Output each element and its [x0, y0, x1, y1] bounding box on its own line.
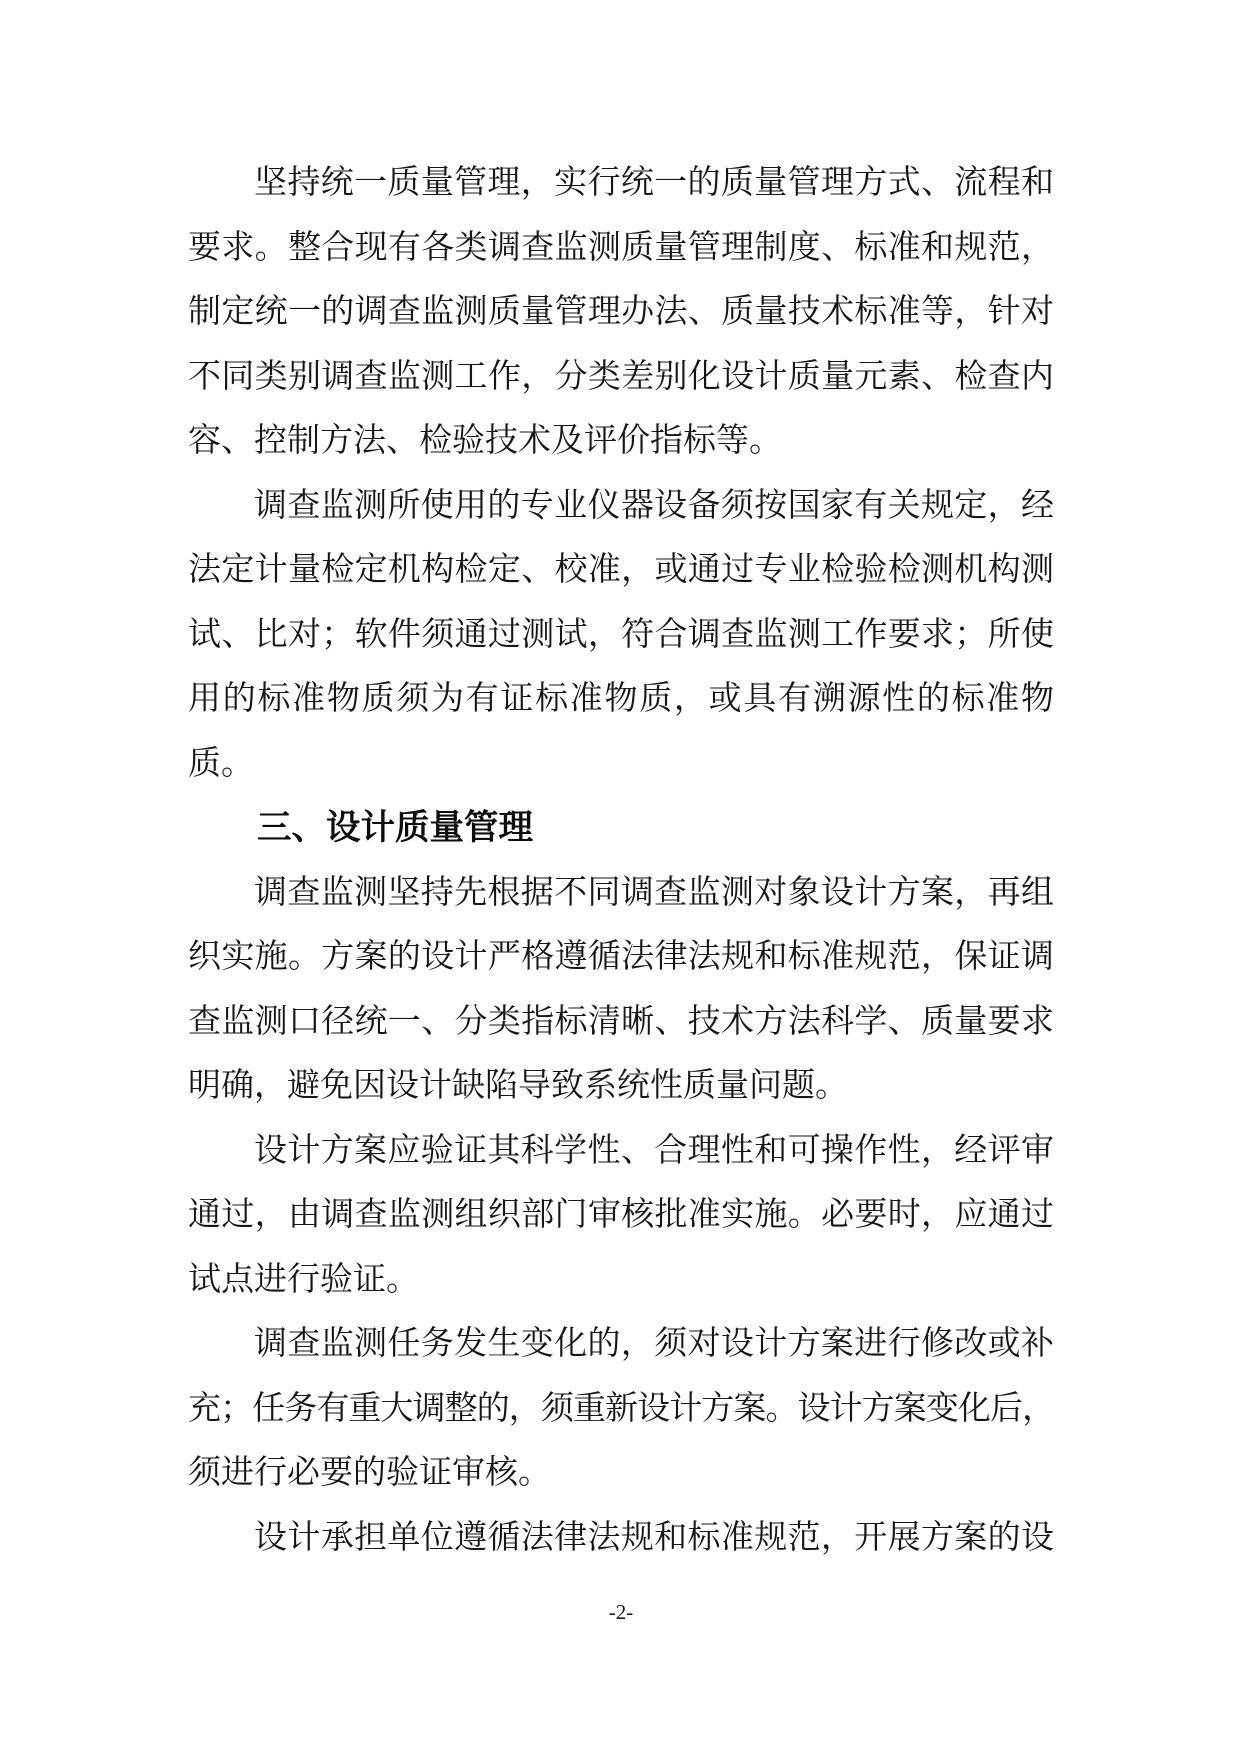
text-line: 制定统一的调查监测质量管理办法、质量技术标准等，针对 [188, 294, 1054, 330]
section-heading: 三、设计质量管理 [257, 809, 533, 847]
text-line: 充；任务有重大调整的，须重新设计方案。设计方案变化后， [188, 1390, 1054, 1427]
text-line: 织实施。方案的设计严格遵循法律法规和标准规范，保证调 [188, 939, 1054, 975]
text-line: 容、控制方法、检验技术及评价指标等。 [188, 423, 782, 459]
text-line: 法定计量检定机构检定、校准，或通过专业检验检测机构测 [188, 552, 1054, 588]
text-line: 坚持统一质量管理，实行统一的质量管理方式、流程和 [254, 165, 1054, 201]
text-line: 设计方案应验证其科学性、合理性和可操作性，经评审 [254, 1132, 1054, 1169]
text-line: 通过，由调查监测组织部门审核批准实施。必要时，应通过 [188, 1197, 1054, 1233]
text-line: 不同类别调查监测工作，分类差别化设计质量元素、检查内 [188, 358, 1054, 395]
text-line: 须进行必要的验证审核。 [188, 1455, 551, 1491]
text-line: 调查监测任务发生变化的，须对设计方案进行修改或补 [254, 1326, 1054, 1362]
document-body [188, 151, 1054, 1570]
text-line: 调查监测坚持先根据不同调查监测对象设计方案，再组 [254, 874, 1054, 911]
text-line: 用的标准物质须为有证标准物质，或具有溯源性的标准物 [188, 681, 1054, 717]
text-line: 查监测口径统一、分类指标清晰、技术方法科学、质量要求 [188, 1003, 1054, 1040]
text-line: 设计承担单位遵循法律法规和标准规范，开展方案的设 [254, 1519, 1054, 1556]
text-line: 明确，避免因设计缺陷导致系统性质量问题。 [188, 1068, 848, 1104]
text-line: 调查监测所使用的专业仪器设备须按国家有关规定，经 [254, 487, 1054, 524]
text-line: 质。 [188, 745, 254, 782]
text-line: 试、比对；软件须通过测试，符合调查监测工作要求；所使 [188, 616, 1054, 653]
page-number-footer: -2- [608, 1600, 634, 1624]
text-line: 要求。整合现有各类调查监测质量管理制度、标准和规范， [188, 229, 1054, 266]
text-line: 试点进行验证。 [188, 1261, 419, 1298]
